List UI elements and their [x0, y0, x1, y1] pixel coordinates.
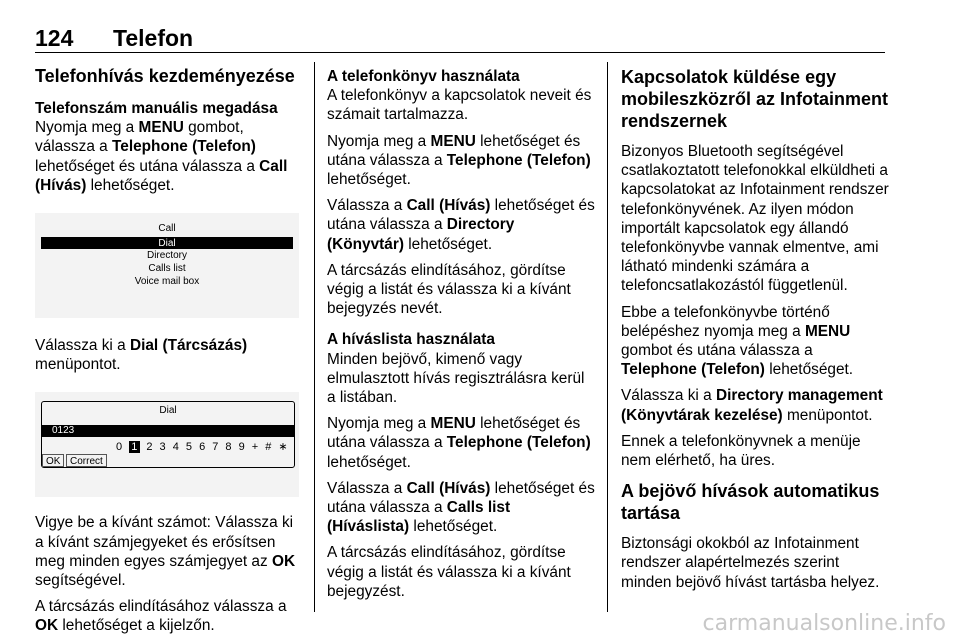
paragraph: Nyomja meg a MENU gombot, válassza a Telephone (Telefon) lehetőséget és utána válassza a Call (Hívás) lehetőséget. [35, 119, 288, 194]
column-divider [314, 62, 315, 612]
paragraph: Vigye be a kívánt számot: Válassza ki a kívánt számjegyeket és erősítsen meg minden egyes számjegyet az OK segítségével. [35, 514, 296, 590]
menu-item: Directory [146, 250, 187, 262]
dial-screenshot [35, 392, 299, 497]
paragraph: Válassza a Call (Hívás) lehetőséget és utána válassza a Directory (Könyvtár) lehetőséget. [327, 197, 595, 253]
paragraph: Ebbe a telefonkönyvbe történő belépéshez nyomja meg a MENU gombot és utána válassza a Telephone (Telefon) lehetőséget. [621, 303, 854, 379]
paragraph: Válassza ki a Directory management (Könyvtárak kezelése) menüpontot. [621, 387, 883, 424]
section-heading: Kapcsolatok küldése egy mobileszközről az Infotainment rendszernek [621, 67, 889, 131]
ok-softkey: OK [42, 454, 64, 467]
paragraph: A telefonkönyv a kapcsolatok neveit és számait tartalmazza. [327, 87, 592, 124]
section-heading: Telefonhívás kezdeményezése [35, 66, 295, 86]
subsection-heading: A telefonkönyv használata [327, 68, 520, 85]
digit-selector: 0 1 2 3 4 5 6 7 8 9 + # ∗ [116, 441, 289, 454]
column-1 [35, 58, 303, 643]
column-3 [621, 58, 891, 599]
paragraph: Minden bejövő, kimenő vagy elmulasztott hívás regisztrálásra kerül a listában. [327, 350, 585, 407]
call-menu-screenshot [35, 213, 299, 318]
paragraph: Válassza ki a Dial (Tárcsázás) menüpontot. [35, 337, 248, 374]
screen-title: Dial [159, 405, 177, 417]
page-number: 124 [35, 25, 74, 51]
paragraph: A tárcsázás elindításához, gördítse végig a listát és válassza ki a kívánt bejegyzés nevét. [327, 261, 571, 318]
column-2 [327, 58, 595, 608]
correct-softkey: Correct [66, 454, 107, 467]
paragraph: Biztonsági okokból az Infotainment rendszer alapértelmezés szerint minden bejövő hívást tartásba helyez. [621, 535, 880, 591]
subsection-heading: Telefonszám manuális megadása [35, 100, 278, 117]
page-header [35, 24, 885, 53]
paragraph: Nyomja meg a MENU lehetőséget és utána válassza a Telephone (Telefon) lehetőséget. [327, 415, 591, 471]
section-heading: A bejövő hívások automatikus tartása [621, 481, 880, 524]
dial-frame [41, 401, 295, 468]
subsection-heading: A híváslista használata [327, 331, 495, 349]
digit-cursor: 1 [131, 441, 139, 454]
number-input: 0123 [42, 425, 294, 437]
paragraph: Bizonyos Bluetooth segítségével csatlakoztatott telefonokkal elküldheti a kapcsolatokat az Infotainment rendszer telefonkönyvének. Az ilyen módon importált kapcsolatok egy állandó telefonkönyvbe vannak elmentve, ami látható mindenki számára a telefoncsatlakozástól függetlenül. [621, 143, 889, 295]
paragraph: A tárcsázás elindításához válassza a OK lehetőséget a kijelzőn. [35, 598, 287, 635]
menu-item-selected: Dial [41, 238, 293, 249]
paragraph: Ennek a telefonkönyvnek a menüje nem elérhető, ha üres. [621, 432, 861, 470]
menu-item: Calls list [148, 263, 186, 275]
screen-title: Call [158, 223, 176, 235]
paragraph: Válassza a Call (Hívás) lehetőséget és utána válassza a Calls list (Híváslista) lehetőséget. [327, 479, 595, 536]
paragraph: Nyomja meg a MENU lehetőséget és utána válassza a Telephone (Telefon) lehetőséget. [327, 132, 591, 189]
column-divider [607, 62, 608, 612]
watermark: carmanualsonline.info [702, 611, 946, 636]
menu-item: Voice mail box [134, 276, 200, 288]
paragraph: A tárcsázás elindításához, gördítse végig a listát és válassza ki a kívánt bejegyzést. [327, 544, 571, 600]
chapter-title: Telefon [113, 25, 194, 51]
